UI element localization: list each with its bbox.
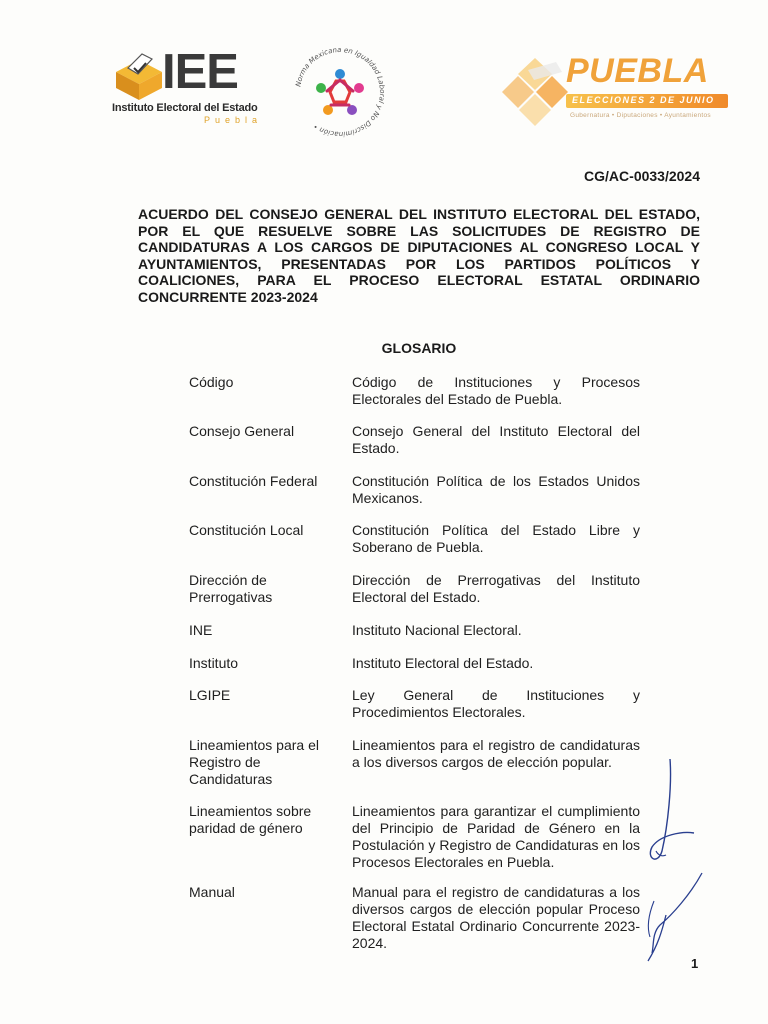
document-number: CG/AC-0033/2024 [584, 168, 700, 184]
glossary-heading: GLOSARIO [381, 340, 457, 356]
glossary-term: Constitución Local [189, 522, 304, 538]
glossary-term: Dirección de Prerrogativas [189, 572, 273, 605]
glossary-definition: Código de Instituciones y Procesos Electorales del Estado de Puebla. [352, 374, 640, 407]
glossary-definition: Ley General de Instituciones y Procedimientos Electorales. [352, 687, 640, 720]
glossary-definition: Constitución Política del Estado Libre y Soberano de Puebla. [352, 522, 640, 555]
handwritten-signature [632, 755, 712, 970]
norma-igualdad-logo [288, 40, 392, 144]
diamond-pattern-icon [500, 52, 570, 130]
glossary-definition: Dirección de Prerrogativas del Instituto Electoral del Estado. [352, 572, 640, 605]
glossary-term: Código [189, 374, 234, 390]
glossary-definition: Manual para el registro de candidaturas a los diversos cargos de elección popular Proceso Electoral Estatal Ordinario Concurrente 2023-2024. [352, 884, 640, 951]
svg-text:Norma Mexicana en Igualdad Lab: Norma Mexicana en Igualdad Laboral y No Discriminación • [294, 45, 387, 139]
glossary-term: LGIPE [189, 687, 231, 703]
glossary-term: Lineamientos para el Registro de Candidaturas [189, 737, 319, 787]
iee-acronym: IEE [162, 45, 238, 99]
glossary-definition: Lineamientos para el registro de candidaturas a los diversos cargos de elección popular. [352, 737, 640, 770]
glossary-term: Consejo General [189, 423, 295, 439]
ballot-box-icon [112, 50, 166, 102]
glossary-term: Manual [189, 884, 235, 900]
puebla-elecciones-logo [500, 52, 740, 132]
document-title: ACUERDO DEL CONSEJO GENERAL DEL INSTITUTO ELECTORAL DEL ESTADO, POR EL QUE RESUELVE SOBRE LAS SOLICITUDES DE REGISTRO DE CANDIDATURAS A LOS CARGOS DE DIPUTACIONES AL CONGRESO LOCAL Y AYUNTAMIENTOS, PRESENTADAS POR LOS PARTIDOS POLÍTICOS Y COALICIONES, PARA EL PROCESO ELECTORAL ESTATAL ORDINARIO CONCURRENTE 2023-2024 [138, 206, 700, 305]
glossary-term: Instituto [189, 655, 239, 671]
glossary-definition: Constitución Política de los Estados Unidos Mexicanos. [352, 473, 640, 506]
iee-name: Instituto Electoral del Estado [112, 102, 258, 114]
iee-city: Puebla [204, 115, 263, 125]
glossary-term: Lineamientos sobre paridad de género [189, 803, 312, 836]
glossary-definition: Lineamientos para garantizar el cumplimiento del Principio de Paridad de Género en la Postulación y Registro de Candidaturas en los Procesos Electorales en Puebla. [352, 803, 640, 870]
glossary-definition: Consejo General del Instituto Electoral del Estado. [352, 423, 640, 456]
page-number: 1 [691, 956, 699, 971]
puebla-logo-title: PUEBLA [566, 52, 709, 90]
puebla-logo-band [566, 94, 728, 108]
iee-logo [112, 45, 272, 130]
glossary-definition: Instituto Electoral del Estado. [352, 655, 534, 671]
puebla-logo-tagline: Gubernatura • Diputaciones • Ayuntamientos [570, 112, 711, 119]
glossary-definition: Instituto Nacional Electoral. [352, 622, 522, 638]
puebla-logo-band-text: ELECCIONES 2 DE JUNIO [572, 95, 715, 105]
glossary-term: INE [189, 622, 213, 638]
glossary-term: Constitución Federal [189, 473, 318, 489]
